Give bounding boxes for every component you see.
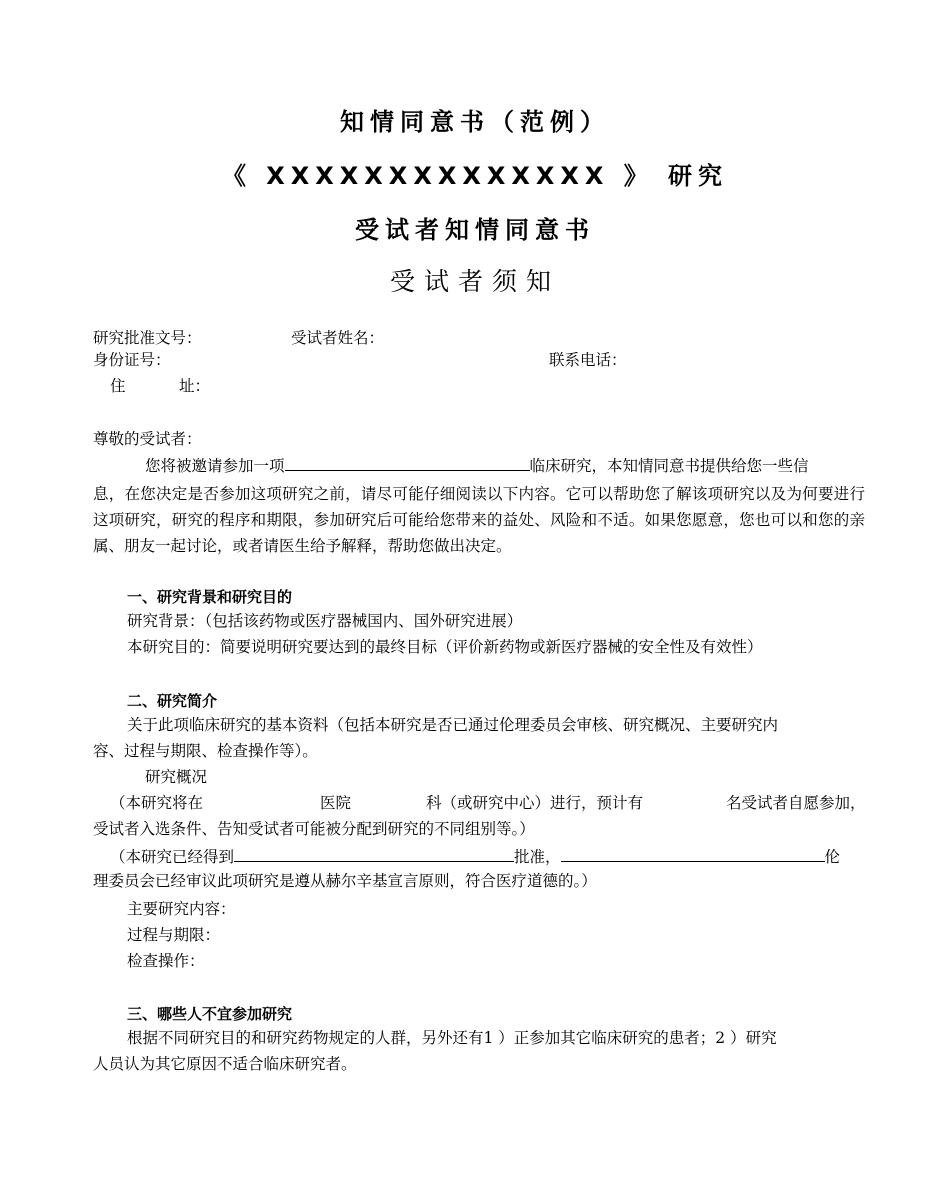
site-text-c: 科（或研究中心）进行，预计有 [426,794,644,812]
section1-background: 研究背景：（包括该药物或医疗器械国内、国外研究进展） [127,612,523,630]
section1-heading: 一、研究背景和研究目的 [127,588,293,606]
intro-body: 息，在您决定是否参加这项研究之前，请尽可能仔细阅读以下内容。它可以帮助您了解该项研究以及为何要进行这项研究，研究的程序和期限，参加研究后可能给您带来的益处、风险和不适。如果您愿意，您也可以和您的亲属、朋友一起讨论，或者请医生给予解释，帮助您做出决定。 [93,485,865,555]
approval-text-c: 伦 [824,848,841,866]
study-name-blank [285,454,530,471]
notice-subtitle: 受试者须知 [389,267,560,296]
consent-title: 受试者知情同意书 [355,216,595,244]
address-label-b: 址： [179,377,211,395]
greeting: 尊敬的受试者： [93,430,202,448]
intro-line1 [145,454,809,477]
section2-overview: 研究概况 [145,768,208,786]
study-title: 《 XXXXXXXXXXXXXX 》 研究 [221,162,729,190]
site-text-b: 医院 [320,794,352,812]
approval-line2: 理委员会已经审议此项研究是遵从赫尔辛基宣言原则，符合医疗道德的。） [93,872,597,890]
site-text-a: （本研究将在 [110,794,204,812]
intro-line1-post: 临床研究，本知情同意书提供给您一些信 [529,457,809,475]
id-no-label: 身份证号： [93,351,171,369]
section3-heading: 三、哪些人不宜参加研究 [127,1005,293,1023]
subject-name-label: 受试者姓名： [291,329,385,347]
main-content-label: 主要研究内容： [127,900,236,918]
approval-no-label: 研究批准文号： [93,329,202,347]
ethics-committee-blank [561,845,825,862]
approval-agency-blank [234,845,514,862]
approval-text-b: 批准， [514,848,561,866]
site-line2: 受试者入选条件、告知受试者可能被分配到研究的不同组别等。） [93,820,535,838]
section1-purpose: 本研究目的：简要说明研究要达到的最终目标（评价新药物或新医疗器械的安全性及有效性） [127,638,763,656]
address-label-a: 住 [110,377,126,395]
section3-line1: 根据不同研究目的和研究药物规定的人群，另外还有1 ）正参加其它临床研究的患者；2 ）研究 [127,1029,777,1047]
section2-heading: 二、研究简介 [127,692,218,710]
phone-label: 联系电话： [549,351,627,369]
process-label: 过程与期限： [127,926,221,944]
section3-line2: 人员认为其它原因不适合临床研究者。 [93,1055,357,1073]
section2-basic-2: 容、过程与期限、检查操作等）。 [93,742,318,760]
doc-title: 知情同意书（范例） [340,108,610,136]
exam-label: 检查操作： [127,952,205,970]
section2-basic-1: 关于此项临床研究的基本资料（包括本研究是否已通过伦理委员会审核、研究概况、主要研究内 [127,716,779,734]
site-text-d: 名受试者自愿参加， [726,794,866,812]
intro-line1-pre: 您将被邀请参加一项 [145,457,285,475]
approval-text-a: （本研究已经得到 [110,848,235,866]
approval-line [110,845,840,868]
